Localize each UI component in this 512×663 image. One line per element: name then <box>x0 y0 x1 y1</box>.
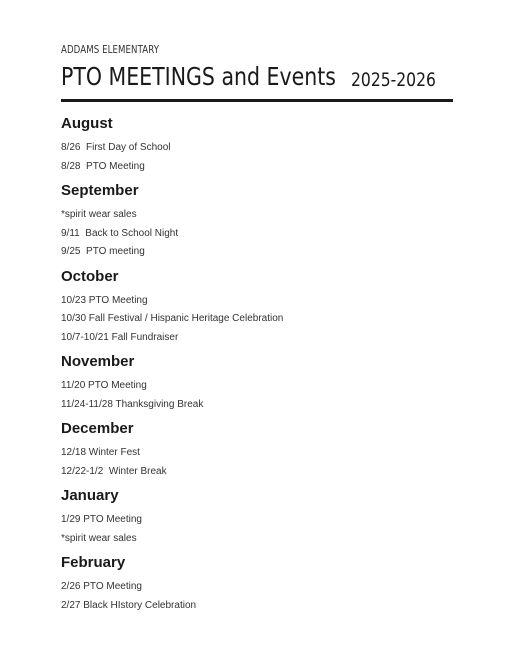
list-item: *spirit wear sales <box>61 209 137 220</box>
month-heading: December <box>61 420 134 437</box>
event-list <box>61 578 461 615</box>
month-section-august <box>61 111 461 176</box>
event-list <box>61 292 461 348</box>
school-year: 2025-2026 <box>351 69 436 91</box>
list-item: 2/27 Black HIstory Celebration <box>61 599 197 611</box>
list-item: 11/24-11/28 Thanksgiving Break <box>61 398 204 410</box>
month-section-february <box>61 550 461 615</box>
calendar-list <box>61 108 461 615</box>
event-list <box>61 377 461 414</box>
title-divider <box>61 99 453 102</box>
month-section-december <box>61 416 461 481</box>
event-list <box>61 511 461 548</box>
list-item: 2/26 PTO Meeting <box>61 581 142 592</box>
list-item: 12/22-1/2 Winter Break <box>61 465 167 477</box>
list-item: 10/23 PTO Meeting <box>61 294 148 306</box>
month-section-january <box>61 483 461 548</box>
list-item: 10/7-10/21 Fall Fundraiser <box>61 331 179 343</box>
event-list <box>61 206 461 262</box>
month-heading: February <box>61 554 126 571</box>
list-item: 1/29 PTO Meeting <box>61 514 142 525</box>
list-item: 9/11 Back to School Night <box>61 227 179 239</box>
list-item: 11/20 PTO Meeting <box>61 380 147 391</box>
list-item: 8/26 First Day of School <box>61 142 171 153</box>
month-heading: November <box>61 353 135 370</box>
list-item: 8/28 PTO Meeting <box>61 160 145 172</box>
month-section-september <box>61 178 461 262</box>
list-item: 10/30 Fall Festival / Hispanic Heritage Celebration <box>61 313 284 324</box>
month-heading: September <box>61 182 139 199</box>
month-section-october <box>61 264 461 348</box>
list-item: 12/18 Winter Fest <box>61 447 140 458</box>
page-title: PTO MEETINGS and Events <box>61 62 336 91</box>
month-section-november <box>61 349 461 414</box>
list-item: 9/25 PTO meeting <box>61 246 145 257</box>
month-heading: January <box>61 487 119 504</box>
event-list <box>61 139 461 176</box>
month-heading: October <box>61 267 119 285</box>
list-item: *spirit wear sales <box>61 532 137 544</box>
school-name: ADDAMS ELEMENTARY <box>61 44 160 56</box>
month-heading: August <box>61 115 113 132</box>
event-list <box>61 444 461 481</box>
